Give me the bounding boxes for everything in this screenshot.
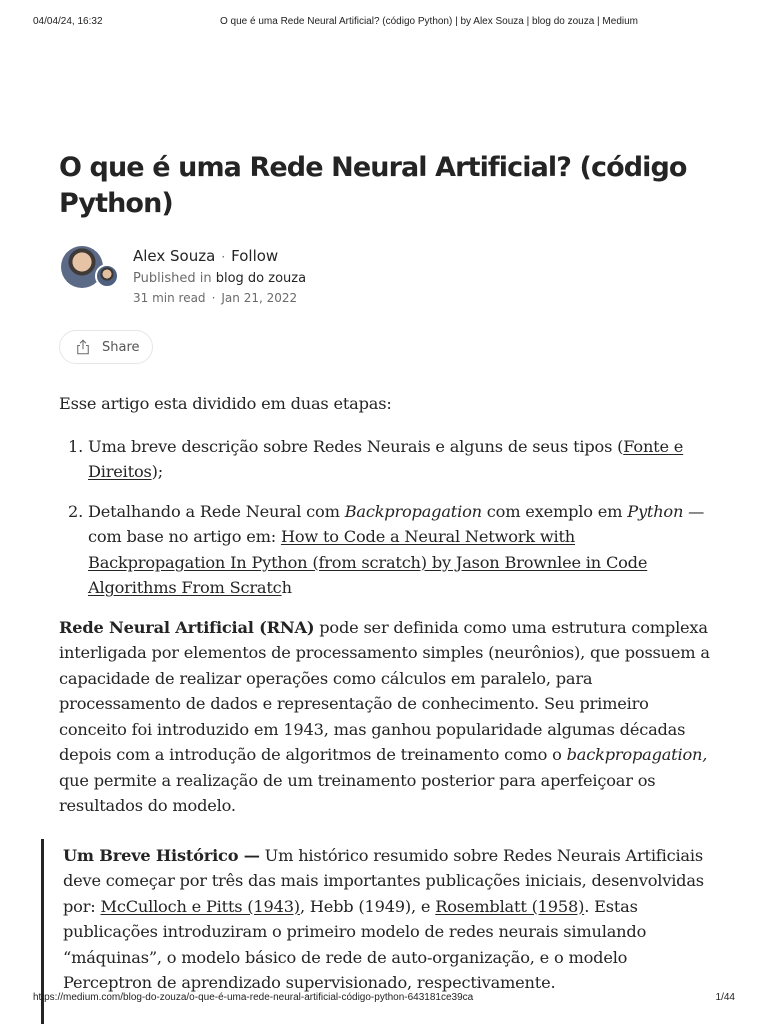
author-name[interactable]: Alex Souza: [133, 247, 216, 265]
print-header: [33, 16, 735, 30]
print-url: https://medium.com/blog-do-zouza/o-que-é-uma-rede-neural-artificial-código-python-643181ce39ca: [33, 992, 474, 1003]
separator-dot: ·: [221, 250, 226, 264]
source-link[interactable]: Fonte e Direitos: [88, 436, 684, 481]
share-icon: [74, 338, 92, 356]
item-text: );: [151, 462, 163, 481]
quote-text: Um histórico resumido sobre Redes Neurais Artificiais deve começar por três das mais importantes publicações iniciais, desenvolvidas por:: [63, 845, 704, 916]
publication-link[interactable]: blog do zouza: [215, 271, 307, 286]
mcculloch-link[interactable]: McCulloch e Pitts (1943): [100, 896, 300, 916]
rna-paragraph: [59, 615, 711, 819]
publication-avatar[interactable]: [95, 264, 119, 288]
share-button[interactable]: [59, 330, 153, 364]
item-emphasis: Python: [627, 501, 684, 521]
print-footer: [33, 992, 735, 1006]
item-text: com exemplo em: [481, 501, 628, 521]
paragraph-text: pode ser definida como uma estrutura complexa interligada por elementos de processamento simples (neurônios), que possuem a capacidade de realizar operações como cálculos em paralelo, para processamento de dados e representação de conhecimento. Seu primeiro conceito foi introduzido em 1943, mas ganhou popularidade algumas décadas depois com a introdução de algoritmos de treinamento como o: [59, 617, 710, 764]
quote-text: . Estas publicações introduziram o primeiro modelo de redes neurais simulando “máquinas”, o modelo básico de rede de auto-organização, e o modelo Perceptron de aprendizado supervisionado, respectivamente.: [63, 896, 647, 992]
paragraph-emphasis: backpropagation,: [566, 745, 708, 764]
byline: [59, 244, 711, 314]
list-item: [88, 499, 711, 601]
print-date: 04/04/24, 16:32: [33, 16, 103, 27]
list-item: [88, 434, 711, 485]
separator-dot: ·: [211, 291, 216, 305]
reference-link[interactable]: How to Code a Neural Network with Backpropagation In Python (from scratch) by Jason Brownlee in Code Algorithms From Scratc: [88, 527, 648, 597]
quote-text: , Hebb (1949), e: [299, 896, 436, 916]
article-meta: [133, 290, 297, 306]
follow-button[interactable]: Follow: [231, 247, 279, 265]
item-emphasis: Backpropagation: [344, 501, 482, 521]
rna-term: Rede Neural Artificial (RNA): [59, 617, 315, 637]
print-title: O que é uma Rede Neural Artificial? (código Python) | by Alex Souza | blog do zouza | Medium: [219, 16, 639, 27]
publication-line: [133, 270, 306, 287]
item-text: h: [281, 578, 292, 597]
page-number: 1/44: [715, 992, 735, 1003]
item-text: — com base no artigo em:: [88, 501, 705, 546]
read-time: 31 min read: [133, 291, 206, 305]
intro-paragraph: Esse artigo esta dividido em duas etapas:: [59, 394, 392, 413]
quote-heading: Um Breve Histórico —: [63, 845, 260, 865]
published-in-label: Published in: [133, 271, 212, 286]
paragraph-text: que permite a realização de um treinamento posterior para aperfeiçoar os resultados do modelo.: [59, 770, 656, 815]
share-label: Share: [102, 339, 140, 355]
article: [59, 150, 711, 1024]
item-text: Uma breve descrição sobre Redes Neurais e alguns de seus tipos (: [88, 436, 624, 456]
article-title: O que é uma Rede Neural Artificial? (código Python): [59, 152, 687, 219]
rosemblatt-link[interactable]: Rosemblatt (1958): [435, 896, 585, 916]
publish-date: Jan 21, 2022: [221, 291, 298, 305]
steps-list: [59, 434, 711, 601]
item-text: Detalhando a Rede Neural com: [88, 501, 345, 521]
author-line: [133, 246, 278, 267]
